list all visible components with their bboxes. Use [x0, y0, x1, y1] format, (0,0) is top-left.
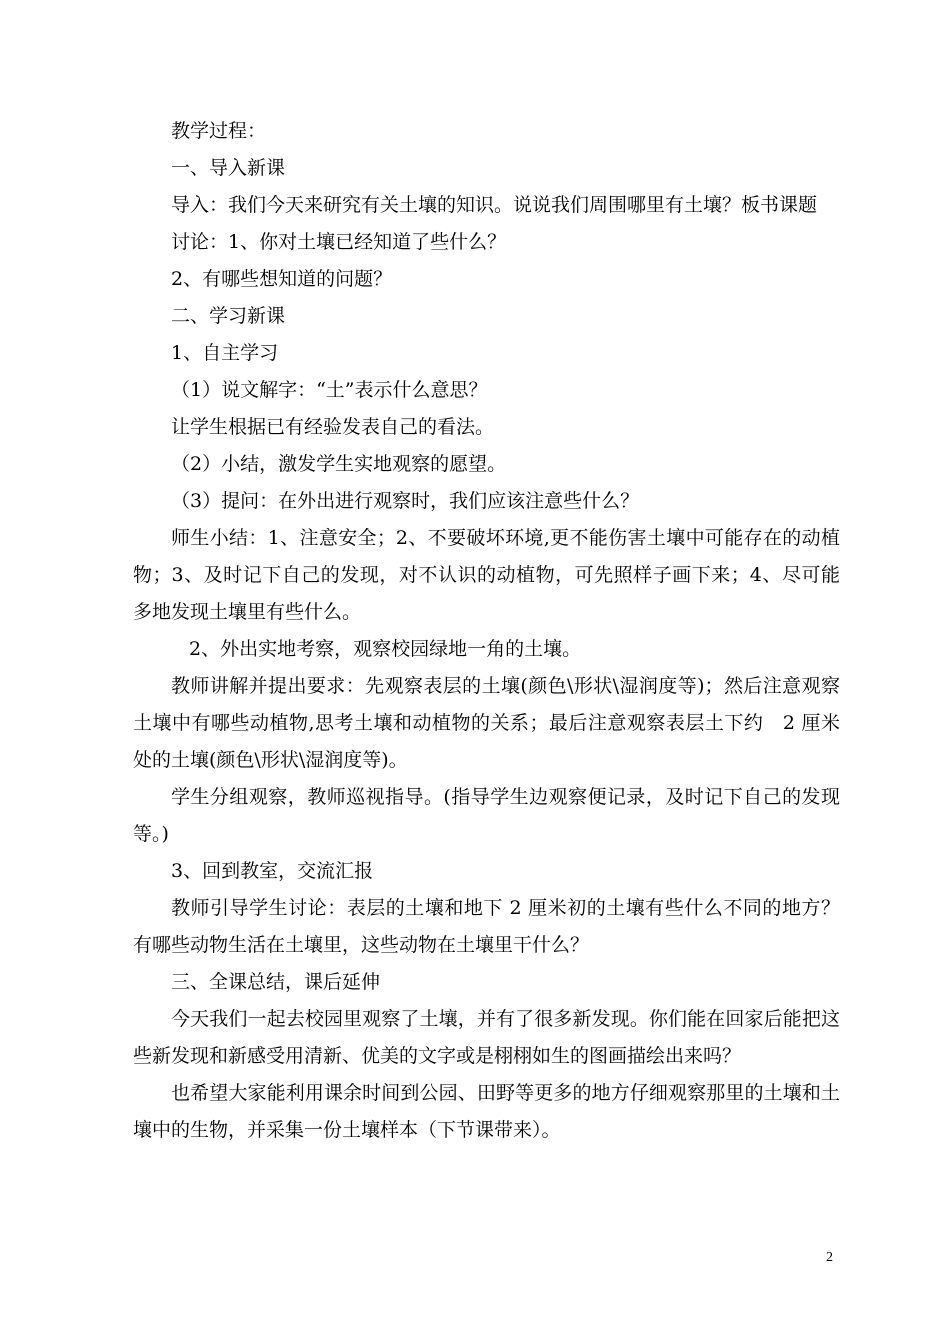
paragraph: 教师讲解并提出要求：先观察表层的土壤(颜色\形状\湿润度等)；然后注意观察土壤中有哪些动植物,思考土壤和动植物的关系；最后注意观察表层土下约 2 厘米处的土壤(颜色\形状\湿润度等)。 [133, 675, 840, 771]
paragraph: （2）小结，激发学生实地观察的愿望。 [171, 453, 507, 475]
paragraph: 3、回到教室，交流汇报 [171, 860, 374, 882]
paragraph: 三、全课总结，课后延伸 [171, 971, 381, 993]
paragraph: 学生分组观察，教师巡视指导。(指导学生边观察便记录，及时记下自己的发现等。) [133, 786, 840, 845]
paragraph: 2、有哪些想知道的问题？ [171, 268, 393, 290]
paragraph: 教学过程： [171, 120, 267, 142]
paragraph: 师生小结：1、注意安全；2、不要破坏环境,更不能伤害土壤中可能存在的动植物；3、及时记下自己的发现，对不认识的动植物，可先照样子画下来；4、尽可能多地发现土壤里有些什么。 [133, 527, 840, 623]
paragraph: （1）说文解字：“土”表示什么意思？ [171, 379, 488, 401]
paragraph: 教师引导学生讨论：表层的土壤和地下 2 厘米初的土壤有些什么不同的地方？有哪些动物生活在土壤里，这些动物在土壤里干什么？ [133, 897, 840, 956]
paragraph: 导入：我们今天来研究有关土壤的知识。说说我们周围哪里有土壤？板书课题 [171, 194, 818, 216]
paragraph: 也希望大家能利用课余时间到公园、田野等更多的地方仔细观察那里的土壤和土壤中的生物，并采集一份土壤样本（下节课带来）。 [133, 1082, 840, 1141]
document-body [133, 113, 840, 1149]
paragraph: 讨论：1、你对土壤已经知道了些什么？ [171, 231, 507, 253]
paragraph: （3）提问：在外出进行观察时，我们应该注意些什么？ [171, 490, 640, 512]
paragraph: 二、学习新课 [171, 305, 286, 327]
paragraph: 2、外出实地考察，观察校园绿地一角的土壤。 [189, 638, 582, 660]
paragraph: 一、导入新课 [171, 157, 286, 179]
page-number: 2 [826, 1250, 833, 1265]
paragraph: 让学生根据已有经验发表自己的看法。 [171, 416, 495, 438]
paragraph: 今天我们一起去校园里观察了土壤，并有了很多新发现。你们能在回家后能把这些新发现和新感受用清新、优美的文字或是栩栩如生的图画描绘出来吗？ [133, 1008, 840, 1067]
paragraph: 1、自主学习 [171, 342, 279, 364]
